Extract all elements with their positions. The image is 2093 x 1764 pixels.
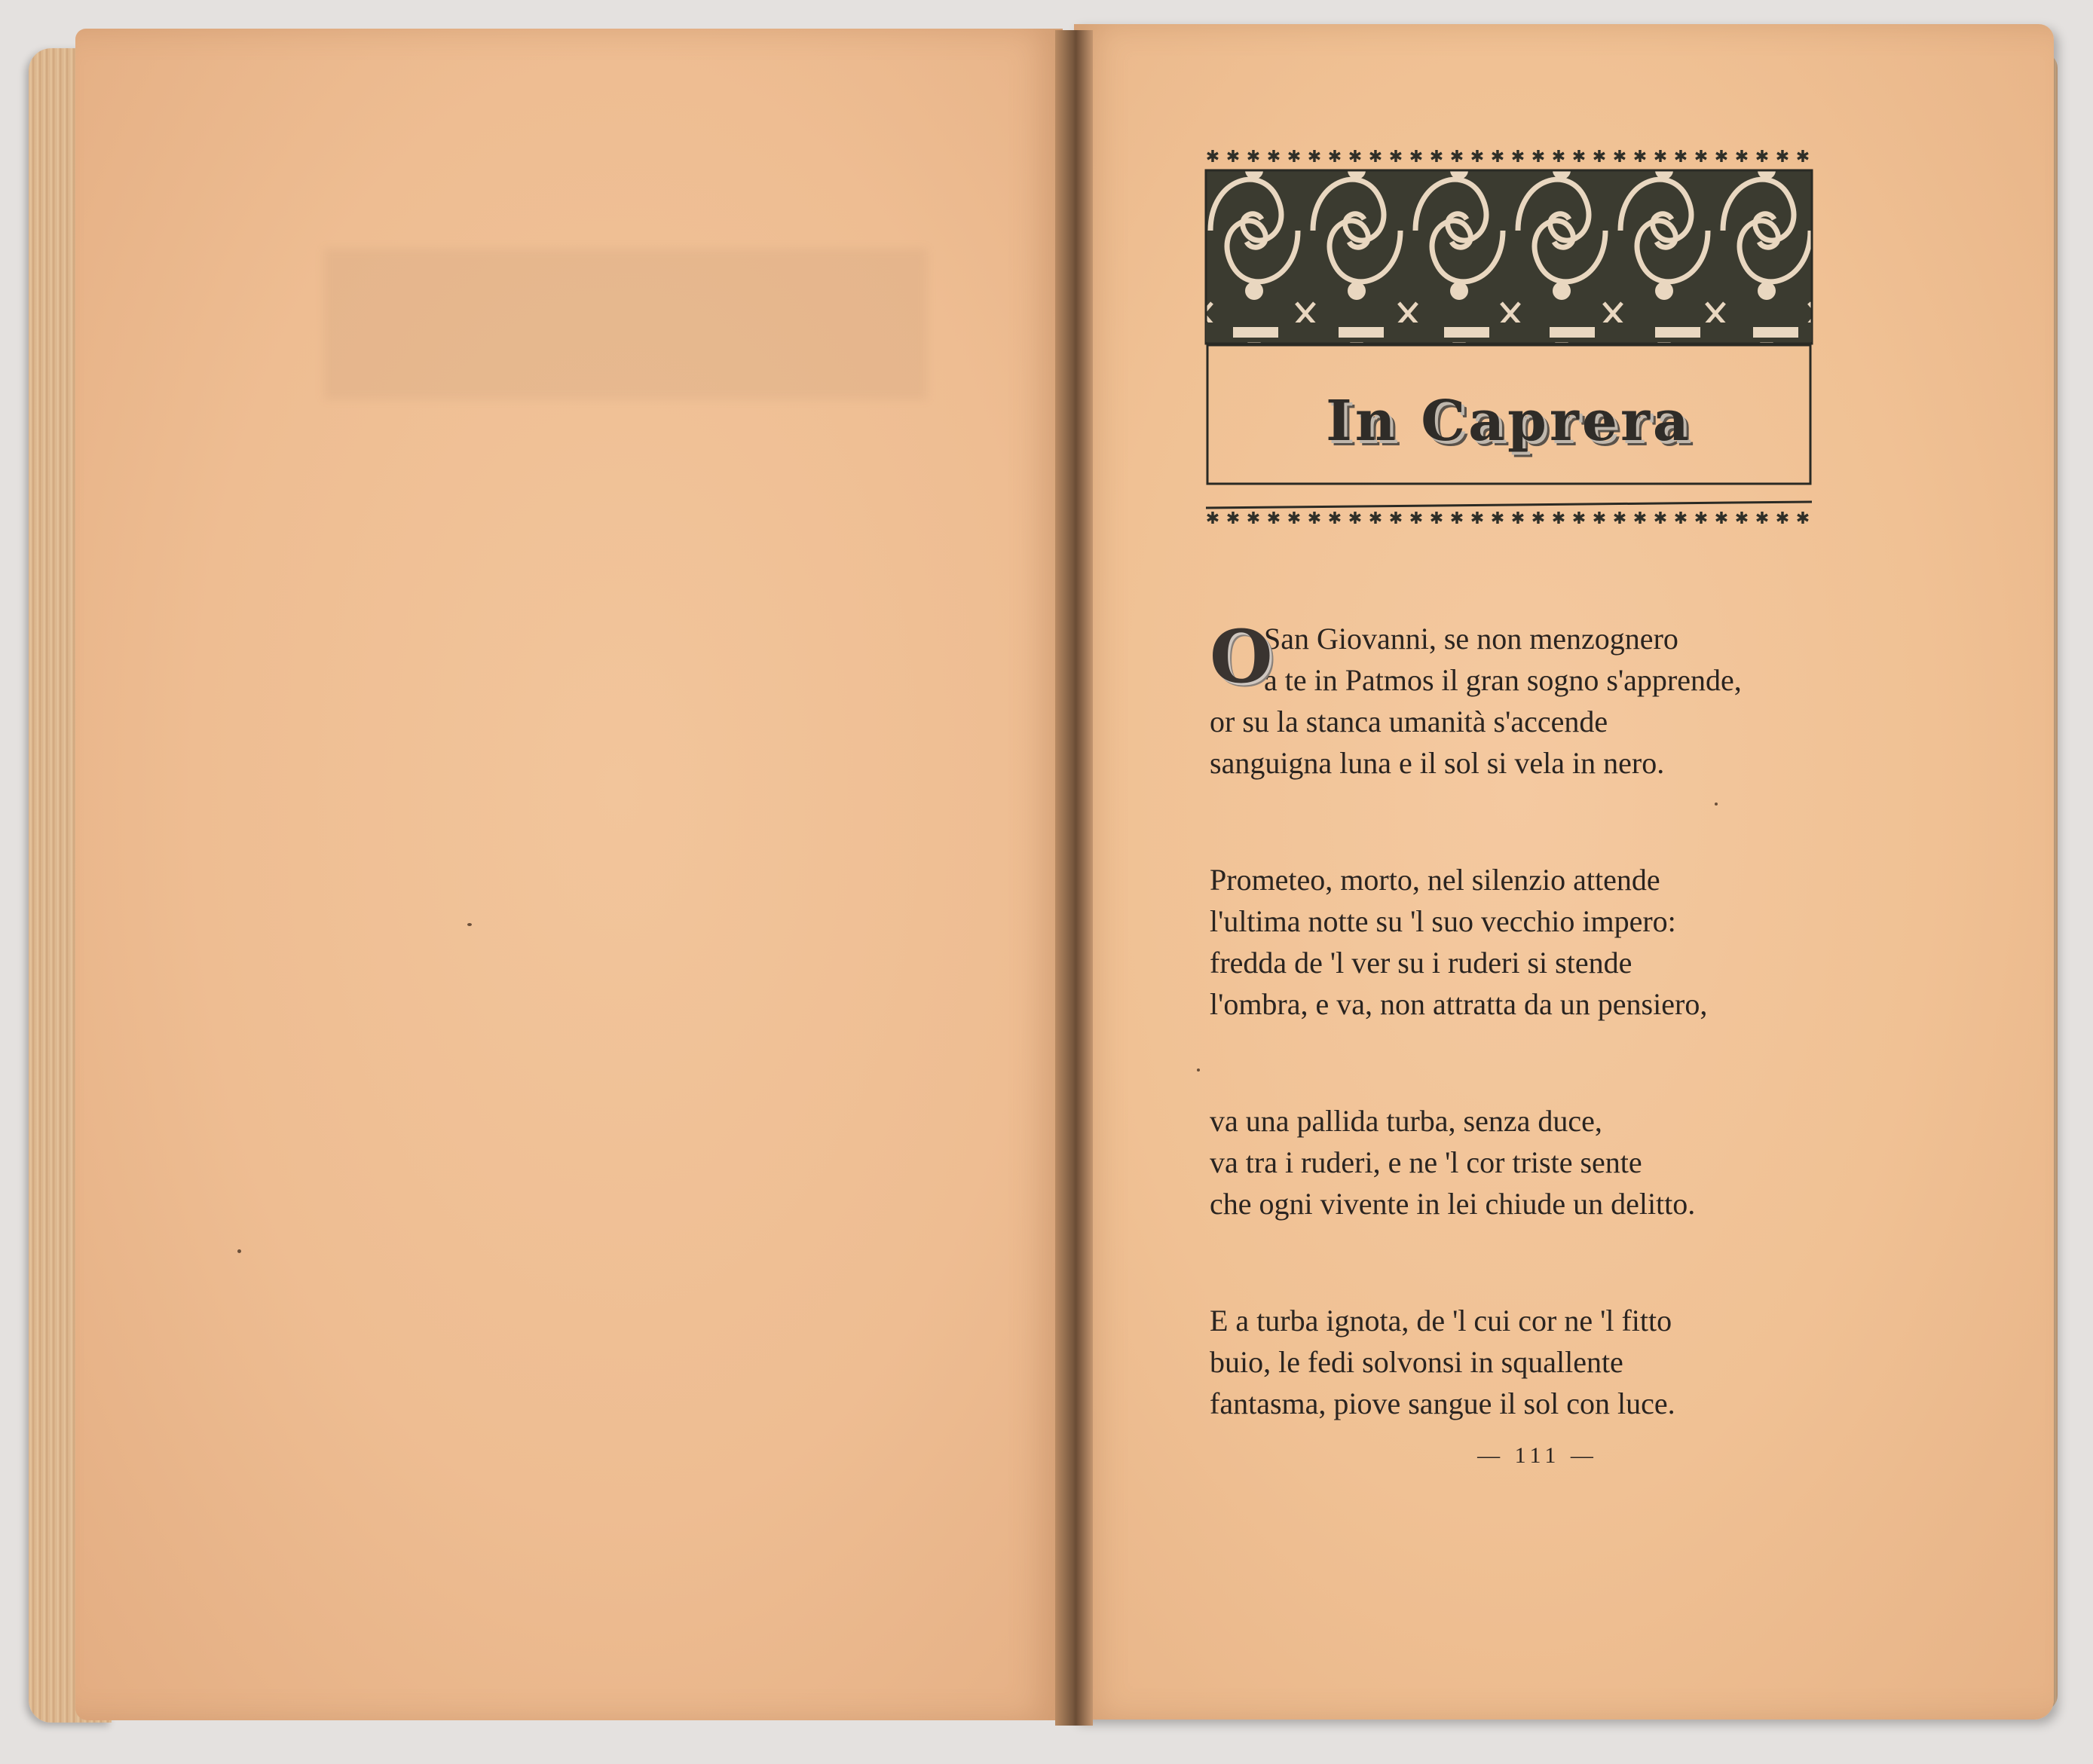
page-number: — 111 — bbox=[1477, 1443, 1598, 1468]
show-through-bleed bbox=[324, 249, 927, 399]
poem-line: fantasma, piove sangue il sol con luce. bbox=[1210, 1386, 1675, 1420]
poem-line: Prometeo, morto, nel silenzio attende bbox=[1210, 863, 1660, 897]
ornamental-header bbox=[1203, 148, 1815, 529]
poem-line: che ogni vivente in lei chiude un delitto. bbox=[1210, 1187, 1696, 1221]
poem-line: or su la stanca umanità s'accende bbox=[1210, 705, 1608, 738]
poem-line: va tra i ruderi, e ne 'l cor triste sente bbox=[1210, 1145, 1642, 1179]
poem-line-text: San Giovanni, se non menzognero bbox=[1264, 622, 1678, 656]
stanza-4 bbox=[1210, 1300, 1828, 1424]
poem-line: sanguigna luna e il sol si vela in nero. bbox=[1210, 746, 1665, 780]
stanza-2 bbox=[1210, 859, 1828, 1025]
poem-line: l'ombra, e va, non attratta da un pensiero, bbox=[1210, 987, 1708, 1021]
poem-line: buio, le fedi solvonsi in squallente bbox=[1210, 1345, 1623, 1379]
poem-line: a te in Patmos il gran sogno s'apprende, bbox=[1264, 663, 1742, 697]
poem-title: In Caprera bbox=[1326, 389, 1692, 454]
paper-speck bbox=[1715, 803, 1718, 806]
book-gutter bbox=[1055, 30, 1093, 1726]
poem-body bbox=[1210, 614, 1828, 1500]
stanza-1 bbox=[1210, 614, 1828, 784]
paper-speck bbox=[467, 923, 472, 926]
drop-cap: O bbox=[1210, 614, 1273, 699]
poem-line: va una pallida turba, senza duce, bbox=[1210, 1104, 1602, 1138]
paper-speck bbox=[237, 1249, 241, 1253]
poem-line: l'ultima notte su 'l suo vecchio impero: bbox=[1210, 904, 1676, 938]
paper-speck bbox=[1197, 1068, 1200, 1072]
poem-line: E a turba ignota, de 'l cui cor ne 'l fitto bbox=[1210, 1304, 1672, 1338]
stanza-3 bbox=[1210, 1100, 1828, 1224]
poem-line: fredda de 'l ver su i ruderi si stende bbox=[1210, 946, 1632, 980]
